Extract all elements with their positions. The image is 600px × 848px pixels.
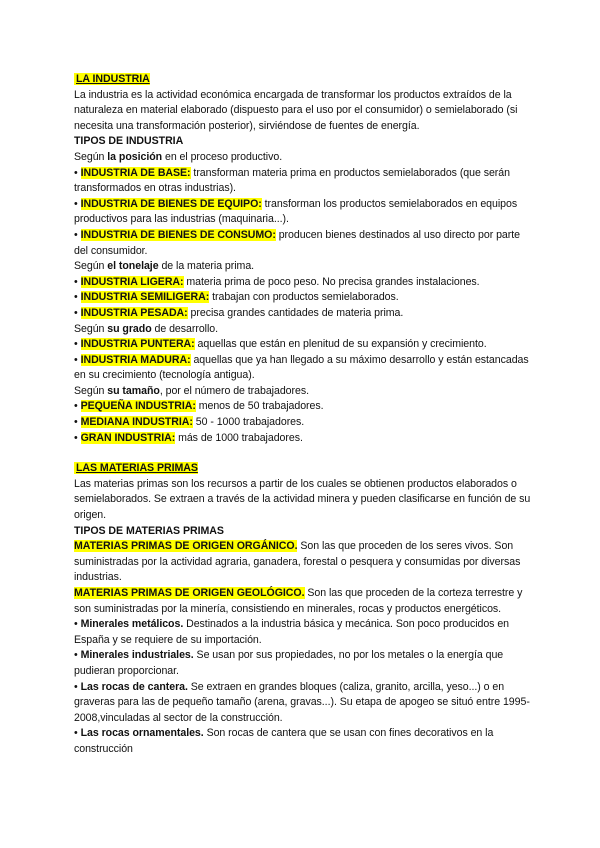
document-page <box>74 72 534 758</box>
list-item: • INDUSTRIA DE BIENES DE EQUIPO: transforman los productos semielaborados en equipos productivos para las industrias (maquinaria...). <box>74 197 518 226</box>
term-highlight: MATERIAS PRIMAS DE ORIGEN GEOLÓGICO. <box>74 587 305 599</box>
term-highlight: INDUSTRIA PESADA: <box>80 306 188 319</box>
bullet-icon: • <box>74 618 78 631</box>
term-highlight: INDUSTRIA DE BIENES DE CONSUMO: <box>80 228 276 241</box>
section-industria <box>74 72 534 88</box>
term-highlight: INDUSTRIA DE BASE: <box>80 166 191 179</box>
list-item: • Minerales metálicos. Destinados a la industria básica y mecánica. Son poco producidos en España y se requiere de su importación. <box>74 618 510 646</box>
origen-organico: MATERIAS PRIMAS DE ORIGEN ORGÁNICO. Son las que proceden de los seres vivos. Son suministradas por la actividad agraria, ganadera, forestal o pesquera y consumidas por diversas industrias. <box>74 540 521 584</box>
materias-primas-intro: Las materias primas son los recursos a partir de los cuales se obtienen productos elaborados o semielaborados. Se extraen a través de la actividad minera y pueden clasificarse en función de su origen. <box>74 477 531 522</box>
term-highlight: MATERIAS PRIMAS DE ORIGEN ORGÁNICO. <box>74 540 298 553</box>
bullet-icon: • <box>74 680 78 693</box>
list-item: • MEDIANA INDUSTRIA: 50 - 1000 trabajadores. <box>74 416 305 429</box>
bullet-icon: • <box>74 649 78 662</box>
list-item: • INDUSTRIA SEMILIGERA: trabajan con productos semielaborados. <box>74 291 399 304</box>
list-item: • Las rocas de cantera. Se extraen en grandes bloques (caliza, granito, arcilla, yeso...) o en graveras para las de pequeño tamaño (arena, gravas...). Su etapa de apogeo se situó entre 1995-2008,vinculadas al sector de la construcción. <box>74 680 530 724</box>
criterion-tamano: Según su tamaño, por el número de trabajadores. <box>74 384 309 397</box>
term-bold: Minerales industriales. <box>80 649 194 662</box>
bullet-icon: • <box>74 353 78 366</box>
heading-las-materias-primas: LAS MATERIAS PRIMAS <box>76 462 198 475</box>
term-highlight: INDUSTRIA SEMILIGERA: <box>80 291 210 304</box>
term-highlight: GRAN INDUSTRIA: <box>80 431 176 444</box>
list-item: • INDUSTRIA PESADA: precisa grandes cantidades de materia prima. <box>74 306 404 319</box>
bullet-icon: • <box>74 727 78 740</box>
list-item: • INDUSTRIA LIGERA: materia prima de poco peso. No precisa grandes instalaciones. <box>74 275 480 288</box>
criterion-posicion: Según la posición en el proceso productivo. <box>74 150 283 163</box>
list-item: • Minerales industriales. Se usan por sus propiedades, no por los metales o la energía que pudieran proporcionar. <box>74 649 504 677</box>
term-highlight: INDUSTRIA DE BIENES DE EQUIPO: <box>80 197 262 210</box>
bullet-icon: • <box>74 400 78 413</box>
list-item: • INDUSTRIA DE BIENES DE CONSUMO: producen bienes destinados al uso directo por parte del consumidor. <box>74 228 520 257</box>
bullet-icon: • <box>74 166 78 179</box>
list-item: • GRAN INDUSTRIA: más de 1000 trabajadores. <box>74 431 303 444</box>
industria-intro: La industria es la actividad económica encargada de transformar los productos extraídos de la naturaleza en material elaborado (dispuesto para el uso por el consumidor) o semielaborado (si necesita una transformación posterior), sirviéndose de fuentes de energía. <box>74 88 518 132</box>
list-item: • PEQUEÑA INDUSTRIA: menos de 50 trabajadores. <box>74 400 324 413</box>
origen-geologico: MATERIAS PRIMAS DE ORIGEN GEOLÓGICO. Son las que proceden de la corteza terrestre y son suministradas por la minería, consistiendo en minerales, rocas y productos energéticos. <box>74 587 523 615</box>
bullet-icon: • <box>74 416 78 429</box>
tipos-de-materias-primas-title: TIPOS DE MATERIAS PRIMAS <box>74 524 224 537</box>
list-item: • INDUSTRIA PUNTERA: aquellas que están en plenitud de su expansión y crecimiento. <box>74 338 487 351</box>
list-item: • INDUSTRIA MADURA: aquellas que ya han llegado a su máximo desarrollo y están estancadas en su crecimiento (tecnología antigua). <box>74 353 529 382</box>
bullet-icon: • <box>74 228 78 241</box>
bullet-icon: • <box>74 306 78 319</box>
heading-la-industria: LA INDUSTRIA <box>76 73 150 85</box>
term-highlight: INDUSTRIA MADURA: <box>80 353 191 366</box>
bullet-icon: • <box>74 197 78 210</box>
term-bold: Minerales metálicos. <box>80 618 184 631</box>
tipos-de-industria-title: TIPOS DE INDUSTRIA <box>74 135 184 148</box>
criterion-grado: Según su grado de desarrollo. <box>74 322 219 335</box>
bullet-icon: • <box>74 291 78 304</box>
term-bold: Las rocas de cantera. <box>80 680 188 693</box>
bullet-icon: • <box>74 338 78 351</box>
term-highlight: INDUSTRIA PUNTERA: <box>80 338 195 351</box>
term-highlight: PEQUEÑA INDUSTRIA: <box>80 400 196 413</box>
section-materias-primas <box>74 461 534 477</box>
term-highlight: INDUSTRIA LIGERA: <box>80 275 184 288</box>
bullet-icon: • <box>74 275 78 288</box>
criterion-tonelaje: Según el tonelaje de la materia prima. <box>74 260 255 273</box>
section-spacer <box>74 446 534 461</box>
list-item: • INDUSTRIA DE BASE: transforman materia prima en productos semielaborados (que serán transformados en otras industrias). <box>74 166 510 195</box>
term-highlight: MEDIANA INDUSTRIA: <box>80 416 193 429</box>
list-item: • Las rocas ornamentales. Son rocas de cantera que se usan con fines decorativos en la construcción <box>74 727 494 755</box>
term-bold: Las rocas ornamentales. <box>80 727 204 740</box>
bullet-icon: • <box>74 431 78 444</box>
